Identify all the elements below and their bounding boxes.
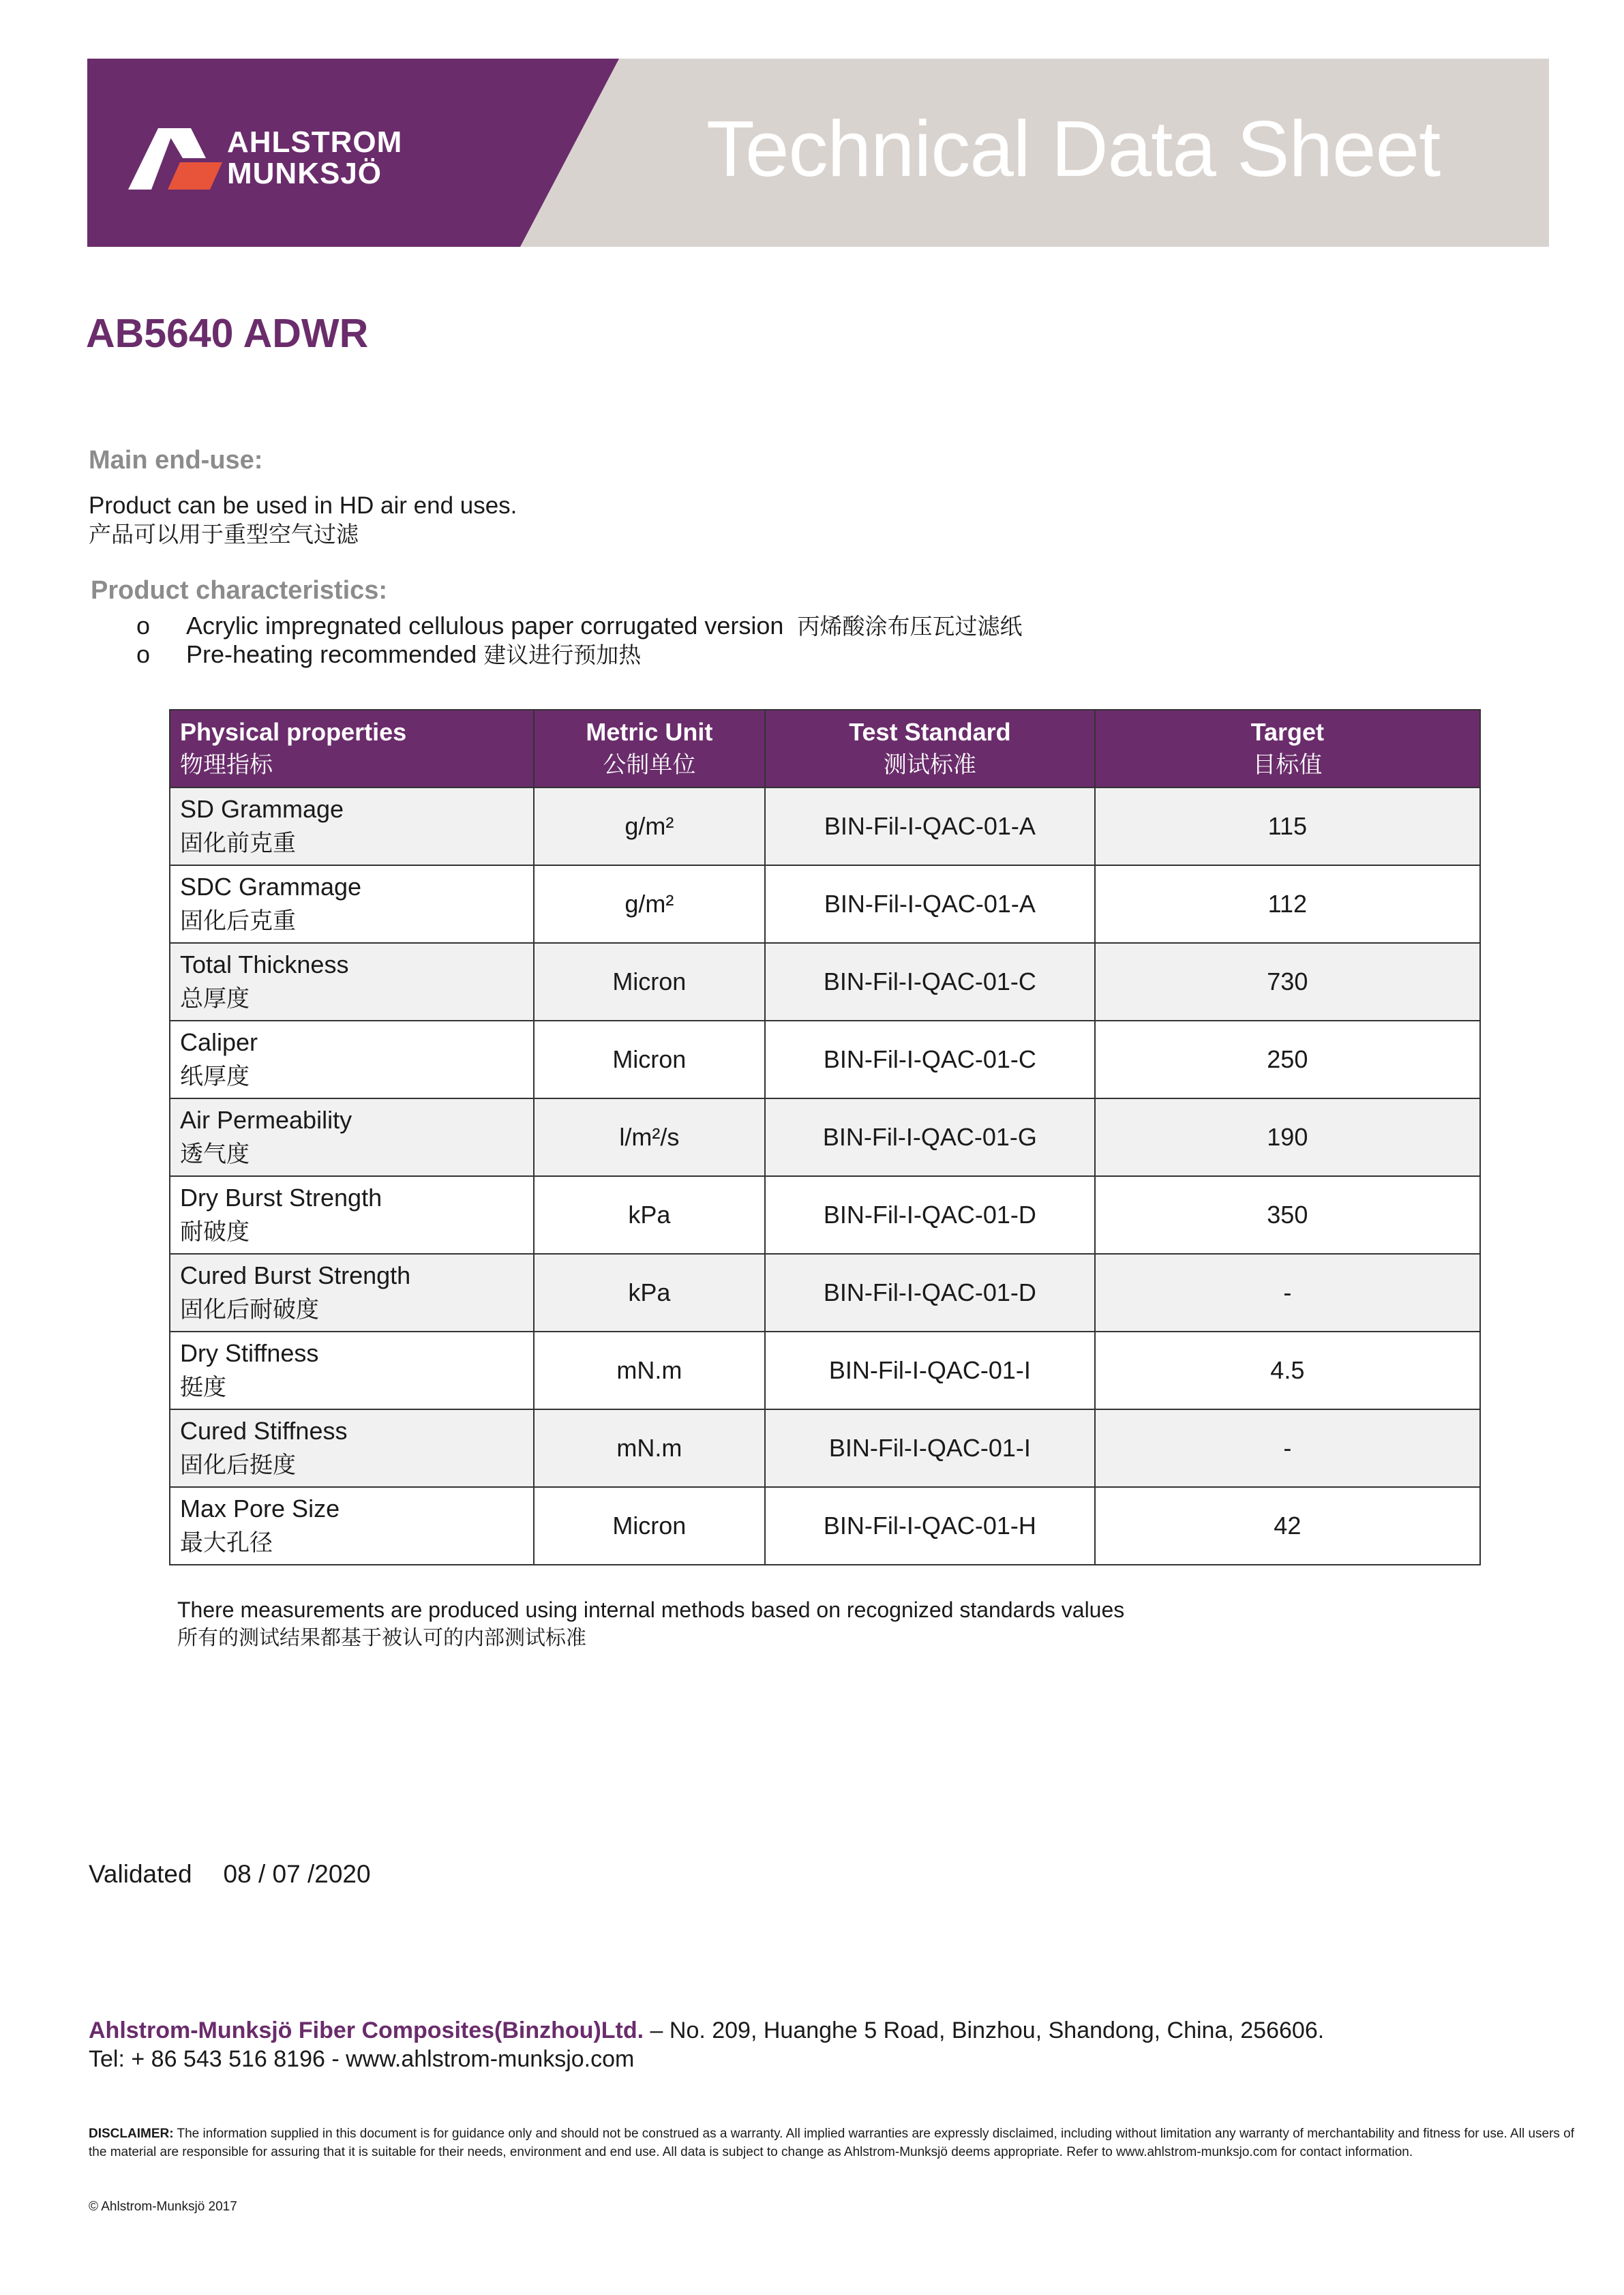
unit-cell: g/m² <box>534 787 766 865</box>
property-name-cn: 挺度 <box>180 1374 226 1401</box>
property-name-en: Dry Stiffness <box>180 1339 319 1367</box>
unit-cell: Micron <box>534 1021 766 1098</box>
standard-cell: BIN-Fil-I-QAC-01-I <box>765 1409 1095 1487</box>
header-label-cn: 物理指标 <box>180 751 273 779</box>
header-label-cn: 公制单位 <box>603 751 696 779</box>
property-cell <box>170 787 534 865</box>
company-address: – No. 209, Huanghe 5 Road, Binzhou, Shandong, China, 256606. <box>650 2017 1325 2043</box>
table-row <box>170 1332 1480 1409</box>
validated-date: 08 / 07 /2020 <box>223 1860 371 1888</box>
standard-cell: BIN-Fil-I-QAC-01-G <box>765 1098 1095 1176</box>
measurement-note <box>177 1595 1124 1653</box>
standard-cell: BIN-Fil-I-QAC-01-A <box>765 865 1095 943</box>
unit-cell: mN.m <box>534 1332 766 1409</box>
characteristic-text-cn: 建议进行预加热 <box>483 642 642 668</box>
property-cell <box>170 1409 534 1487</box>
property-name-cn: 固化前克重 <box>180 830 296 857</box>
company-info <box>89 2016 1324 2073</box>
property-cell <box>170 1254 534 1332</box>
property-cell <box>170 1487 534 1565</box>
header-label-cn: 测试标准 <box>883 751 976 779</box>
brand-wordmark <box>227 127 402 190</box>
property-name-cn: 最大孔径 <box>180 1529 273 1557</box>
property-cell <box>170 943 534 1021</box>
property-name-en: Max Pore Size <box>180 1495 340 1522</box>
target-cell: 190 <box>1095 1098 1480 1176</box>
ahlstrom-munksjo-logo-icon <box>123 119 225 194</box>
target-cell: 112 <box>1095 865 1480 943</box>
header-banner <box>87 59 1549 247</box>
property-name-en: Cured Stiffness <box>180 1417 348 1445</box>
table-row <box>170 1098 1480 1176</box>
property-cell <box>170 1176 534 1254</box>
product-title: AB5640 ADWR <box>86 311 369 356</box>
property-name-cn: 固化后克重 <box>180 907 296 935</box>
property-cell <box>170 865 534 943</box>
disclaimer-label: DISCLAIMER: <box>89 2127 174 2141</box>
standard-cell: BIN-Fil-I-QAC-01-D <box>765 1254 1095 1332</box>
property-cell <box>170 1332 534 1409</box>
brand-line-1: AHLSTROM <box>227 125 403 159</box>
physical-properties-table <box>169 709 1481 1565</box>
measurement-note-en: There measurements are produced using internal methods based on recognized standards values <box>177 1597 1125 1622</box>
characteristic-item <box>136 638 641 670</box>
table-row <box>170 1254 1480 1332</box>
table-row <box>170 1487 1480 1565</box>
property-name-cn: 纸厚度 <box>180 1063 250 1090</box>
characteristics-heading: Product characteristics: <box>91 576 388 605</box>
table-row <box>170 865 1480 943</box>
header-metric-unit <box>534 710 766 787</box>
company-name: Ahlstrom-Munksjö Fiber Composites(Binzhou)Ltd. <box>89 2017 644 2043</box>
company-address-line <box>89 2016 1324 2045</box>
unit-cell: Micron <box>534 943 766 1021</box>
target-cell: 350 <box>1095 1176 1480 1254</box>
table-row <box>170 1021 1480 1098</box>
property-name-cn: 固化后耐破度 <box>180 1296 319 1323</box>
characteristic-text-cn: 丙烯酸涂布压瓦过滤纸 <box>797 613 1023 640</box>
target-cell: 730 <box>1095 943 1480 1021</box>
end-use-text-cn: 产品可以用于重型空气过滤 <box>89 521 359 548</box>
property-name-en: Dry Burst Strength <box>180 1184 382 1212</box>
disclaimer <box>89 2125 1586 2161</box>
target-cell: 42 <box>1095 1487 1480 1565</box>
target-cell: - <box>1095 1409 1480 1487</box>
company-contact: Tel: + 86 543 516 8196 - www.ahlstrom-munksjo.com <box>89 2046 635 2072</box>
property-cell <box>170 1098 534 1176</box>
characteristic-text-en: Acrylic impregnated cellulous paper corrugated version <box>186 612 784 640</box>
copyright: © Ahlstrom-Munksjö 2017 <box>89 2200 237 2214</box>
characteristic-text-en: Pre-heating recommended <box>186 640 477 668</box>
property-name-cn: 耐破度 <box>180 1218 250 1246</box>
target-cell: 250 <box>1095 1021 1480 1098</box>
unit-cell: kPa <box>534 1176 766 1254</box>
property-name-en: Total Thickness <box>180 950 349 978</box>
table-row <box>170 1176 1480 1254</box>
characteristic-item <box>136 609 1022 641</box>
header-label-cn: 目标值 <box>1252 751 1323 779</box>
standard-cell: BIN-Fil-I-QAC-01-C <box>765 943 1095 1021</box>
unit-cell: g/m² <box>534 865 766 943</box>
header-label-en: Physical properties <box>180 718 407 746</box>
measurement-note-cn: 所有的测试结果都基于被认可的内部测试标准 <box>177 1626 586 1650</box>
target-cell: - <box>1095 1254 1480 1332</box>
bullet-icon: o <box>136 612 151 640</box>
standard-cell: BIN-Fil-I-QAC-01-H <box>765 1487 1095 1565</box>
bullet-icon: o <box>136 640 151 668</box>
table-row <box>170 943 1480 1021</box>
property-name-en: Cured Burst Strength <box>180 1261 411 1289</box>
header-target <box>1095 710 1480 787</box>
header-label-en: Test Standard <box>849 718 1011 746</box>
property-name-cn: 固化后挺度 <box>180 1452 296 1479</box>
unit-cell: l/m²/s <box>534 1098 766 1176</box>
target-cell: 4.5 <box>1095 1332 1480 1409</box>
end-use-text-en: Product can be used in HD air end uses. <box>89 492 517 519</box>
header-physical-properties <box>170 710 534 787</box>
property-name-en: SD Grammage <box>180 795 344 823</box>
header-test-standard <box>765 710 1095 787</box>
disclaimer-text: The information supplied in this document is for guidance only and should not be construed as a warranty. All implied warranties are expressly disclaimed, including without limitation any warranty of merchantability and fitness for use. All users of the material are responsible for assuring that it is suitable for their needs, environment and end use. All data is subject to change as Ahlstrom-Munksjö deems appropriate. Refer to www.ahlstrom-munksjo.com for contact information. <box>89 2127 1575 2159</box>
target-cell: 115 <box>1095 787 1480 865</box>
standard-cell: BIN-Fil-I-QAC-01-I <box>765 1332 1095 1409</box>
unit-cell: kPa <box>534 1254 766 1332</box>
standard-cell: BIN-Fil-I-QAC-01-A <box>765 787 1095 865</box>
property-name-en: Caliper <box>180 1028 258 1056</box>
property-name-en: Air Permeability <box>180 1106 352 1134</box>
table-row <box>170 1409 1480 1487</box>
header-label-en: Metric Unit <box>586 718 713 746</box>
table-row <box>170 787 1480 865</box>
banner-title: Technical Data Sheet <box>706 104 1441 193</box>
unit-cell: mN.m <box>534 1409 766 1487</box>
property-cell <box>170 1021 534 1098</box>
validation-line <box>89 1860 371 1889</box>
table-header-row <box>170 710 1480 787</box>
brand-line-2: MUNKSJÖ <box>227 157 382 190</box>
end-use-heading: Main end-use: <box>89 446 263 475</box>
property-name-cn: 透气度 <box>180 1141 250 1168</box>
property-name-en: SDC Grammage <box>180 873 362 901</box>
standard-cell: BIN-Fil-I-QAC-01-D <box>765 1176 1095 1254</box>
unit-cell: Micron <box>534 1487 766 1565</box>
header-label-en: Target <box>1250 718 1324 746</box>
standard-cell: BIN-Fil-I-QAC-01-C <box>765 1021 1095 1098</box>
property-name-cn: 总厚度 <box>180 985 250 1012</box>
validated-label: Validated <box>89 1860 192 1888</box>
